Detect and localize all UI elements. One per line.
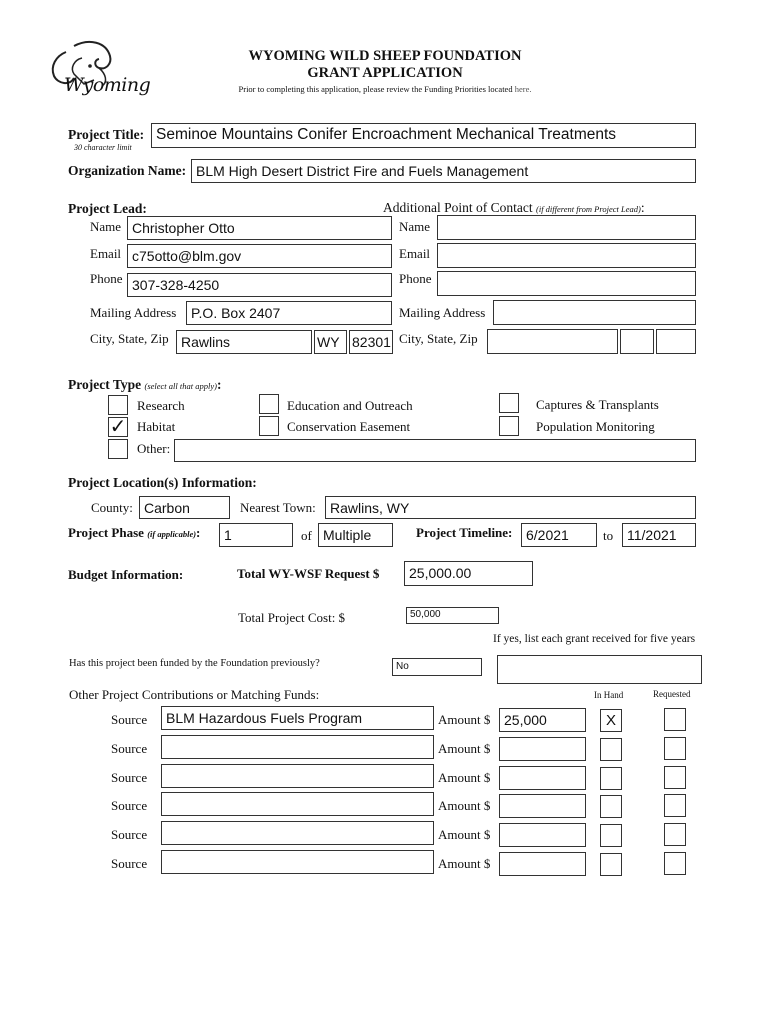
source-input[interactable] — [161, 821, 434, 845]
contact-city-label: City, State, Zip — [399, 331, 478, 346]
lead-name-input[interactable]: Christopher Otto — [127, 216, 392, 240]
amount-input[interactable] — [499, 766, 586, 790]
organization-input[interactable]: BLM High Desert District Fire and Fuels Management — [191, 159, 696, 183]
lead-state-input[interactable]: WY — [314, 330, 347, 354]
timeline-label: Project Timeline: — [416, 525, 513, 540]
contact-heading-note: (if different from Project Lead) — [536, 204, 641, 214]
lead-email-input[interactable]: c75otto@blm.gov — [127, 244, 392, 268]
contact-state-input[interactable] — [620, 329, 654, 354]
other-input[interactable] — [174, 439, 696, 462]
county-label: County: — [91, 500, 133, 515]
checkmark-icon: ✓ — [109, 414, 127, 438]
amount-input[interactable] — [499, 823, 586, 847]
amount-label: Amount $ — [438, 712, 491, 727]
monitoring-label: Population Monitoring — [536, 419, 655, 434]
project-type-note: (select all that apply) — [144, 381, 217, 391]
wwsf-request-input[interactable]: 25,000.00 — [404, 561, 533, 586]
amount-label: Amount $ — [438, 827, 491, 842]
requested-checkbox[interactable] — [664, 766, 686, 789]
amount-label: Amount $ — [438, 770, 491, 785]
amount-input[interactable] — [499, 737, 586, 761]
source-input[interactable] — [161, 735, 434, 759]
requested-checkbox[interactable] — [664, 737, 686, 760]
conservation-label: Conservation Easement — [287, 419, 411, 434]
in-hand-checkbox[interactable] — [600, 824, 622, 847]
form-title-line2: GRANT APPLICATION — [307, 65, 463, 81]
contact-heading-text: Additional Point of Contact — [383, 200, 533, 215]
project-title-label: Project Title: — [68, 127, 145, 142]
other-checkbox[interactable] — [108, 439, 128, 459]
habitat-checkbox[interactable] — [108, 414, 128, 438]
in-hand-checkbox[interactable] — [600, 853, 622, 876]
project-title-hint: 30 character limit — [74, 143, 132, 152]
lead-city-label: City, State, Zip — [90, 331, 169, 346]
source-label: Source — [111, 856, 148, 871]
habitat-label: Habitat — [137, 419, 176, 434]
contact-zip-input[interactable] — [656, 329, 696, 354]
in-hand-header: In Hand — [594, 690, 624, 700]
in-hand-checkbox[interactable] — [600, 795, 622, 818]
contributions-heading: Other Project Contributions or Matching Funds: — [69, 687, 320, 702]
project-phase-label — [68, 525, 200, 541]
lead-mailing-label: Mailing Address — [90, 305, 177, 320]
source-label: Source — [111, 798, 148, 813]
source-input[interactable] — [161, 764, 434, 788]
captures-checkbox[interactable] — [499, 393, 519, 413]
source-label: Source — [111, 770, 148, 785]
source-input[interactable] — [161, 850, 434, 874]
education-label: Education and Outreach — [287, 398, 413, 413]
phase-of-label: of — [301, 528, 312, 543]
amount-input[interactable] — [499, 852, 586, 876]
phase-input[interactable]: 1 — [219, 523, 293, 547]
project-title-input[interactable]: Seminoe Mountains Conifer Encroachment Mechanical Treatments — [151, 123, 696, 148]
in-hand-checkbox[interactable] — [600, 738, 622, 761]
logo-wordmark: Wyoming — [64, 74, 151, 96]
project-type-heading — [68, 377, 221, 393]
nearest-town-input[interactable]: Rawlins, WY — [325, 496, 696, 519]
contact-name-input[interactable] — [437, 215, 696, 240]
source-input[interactable]: BLM Hazardous Fuels Program — [161, 706, 434, 730]
timeline-to-label: to — [603, 528, 614, 543]
lead-phone-label: Phone — [90, 271, 123, 286]
source-label: Source — [111, 712, 148, 727]
source-input[interactable] — [161, 792, 434, 816]
timeline-end-input[interactable]: 11/2021 — [622, 523, 696, 547]
captures-label: Captures & Transplants — [536, 397, 659, 412]
project-type-heading-text: Project Type — [68, 377, 142, 392]
organization-label: Organization Name: — [68, 163, 187, 178]
research-label: Research — [137, 398, 185, 413]
requested-checkbox[interactable] — [664, 823, 686, 846]
timeline-start-input[interactable]: 6/2021 — [521, 523, 597, 547]
location-heading: Project Location(s) Information: — [68, 475, 257, 490]
amount-input[interactable]: 25,000 — [499, 708, 586, 732]
contact-heading-colon: : — [640, 200, 645, 215]
grants-list-note: If yes, list each grant received for five years — [493, 633, 696, 645]
phase-total-input[interactable]: Multiple — [318, 523, 393, 547]
contact-mailing-label: Mailing Address — [399, 305, 486, 320]
amount-label: Amount $ — [438, 798, 491, 813]
total-cost-label: Total Project Cost: $ — [238, 610, 346, 625]
contact-name-label: Name — [399, 219, 431, 234]
lead-phone-input[interactable]: 307-328-4250 — [127, 273, 392, 297]
contact-heading — [383, 200, 645, 216]
funded-answer-input[interactable]: No — [392, 658, 482, 676]
budget-heading: Budget Information: — [68, 567, 184, 582]
contact-mailing-input[interactable] — [493, 300, 696, 325]
amount-input[interactable] — [499, 794, 586, 818]
contact-phone-label: Phone — [399, 271, 432, 286]
instructions-text: Prior to completing this application, please review the Funding Priorities located — [238, 84, 513, 94]
funded-question: Has this project been funded by the Foundation previously? — [69, 658, 320, 669]
lead-name-label: Name — [90, 219, 122, 234]
form-title-line1: WYOMING WILD SHEEP FOUNDATION — [248, 48, 522, 64]
nearest-town-label: Nearest Town: — [240, 500, 316, 515]
total-cost-input[interactable]: 50,000 — [406, 607, 499, 624]
project-lead-heading: Project Lead: — [68, 201, 147, 216]
requested-header: Requested — [653, 689, 691, 699]
wwsf-logo — [44, 38, 151, 102]
project-phase-colon: : — [196, 525, 201, 540]
project-type-colon: : — [216, 377, 222, 392]
education-checkbox[interactable] — [259, 394, 279, 414]
source-label: Source — [111, 741, 148, 756]
conservation-checkbox[interactable] — [259, 416, 279, 436]
contact-city-input[interactable] — [487, 329, 618, 354]
requested-checkbox[interactable] — [664, 708, 686, 731]
source-label: Source — [111, 827, 148, 842]
amount-label: Amount $ — [438, 741, 491, 756]
contact-email-label: Email — [399, 246, 431, 261]
research-checkbox[interactable] — [108, 395, 128, 415]
project-phase-text: Project Phase — [68, 525, 144, 540]
requested-checkbox[interactable] — [664, 794, 686, 817]
lead-mailing-input[interactable]: P.O. Box 2407 — [186, 301, 392, 325]
in-hand-checkbox[interactable]: X — [600, 709, 622, 732]
other-label: Other: — [137, 441, 171, 456]
in-hand-checkbox[interactable] — [600, 767, 622, 790]
amount-label: Amount $ — [438, 856, 491, 871]
lead-city-input[interactable]: Rawlins — [176, 330, 312, 354]
project-phase-note: (if applicable) — [147, 529, 197, 539]
contact-phone-input[interactable] — [437, 271, 696, 296]
contact-email-input[interactable] — [437, 243, 696, 268]
lead-email-label: Email — [90, 246, 122, 261]
funding-priorities-link[interactable]: here. — [514, 84, 532, 94]
funded-grants-input[interactable] — [497, 655, 702, 684]
instructions-note — [180, 84, 590, 94]
lead-zip-input[interactable]: 82301 — [349, 330, 393, 354]
county-input[interactable]: Carbon — [139, 496, 230, 519]
monitoring-checkbox[interactable] — [499, 416, 519, 436]
wwsf-request-label: Total WY-WSF Request $ — [237, 566, 380, 581]
requested-checkbox[interactable] — [664, 852, 686, 875]
